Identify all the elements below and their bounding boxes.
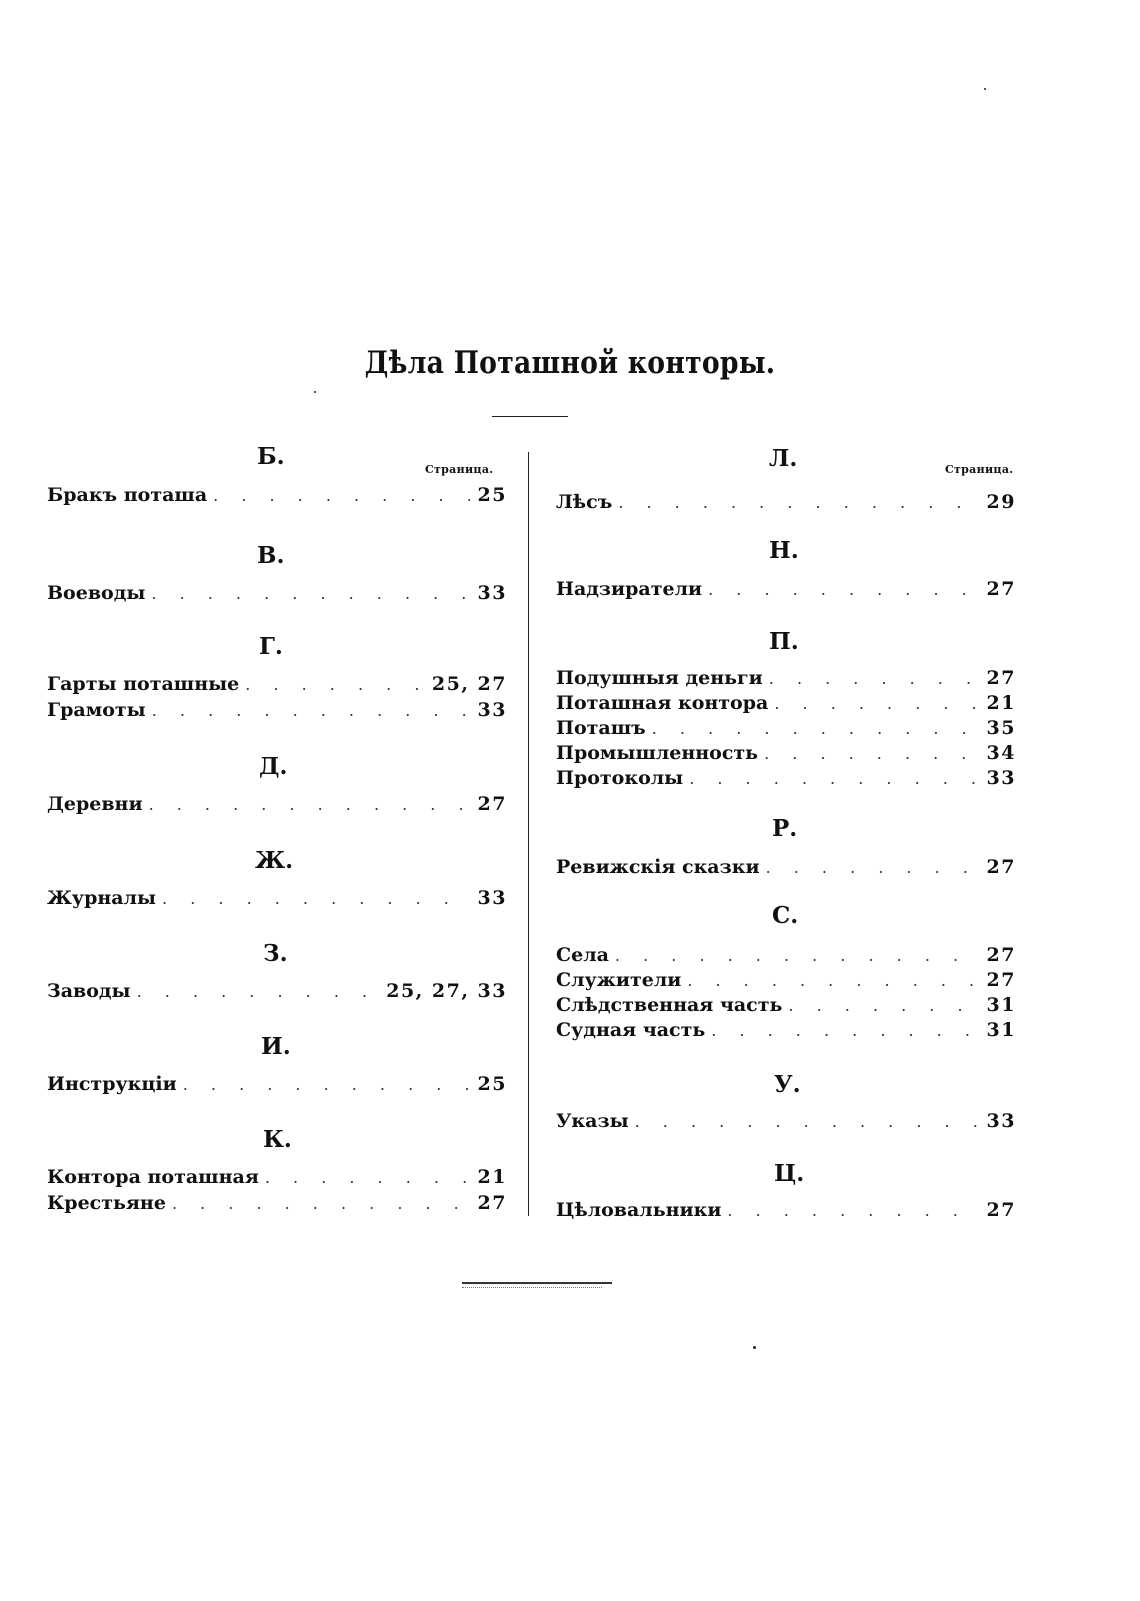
entry-pages: 27 [986,969,1016,991]
entry-name: Гарты поташные [47,673,240,695]
section-letter: Ц. [774,1160,805,1187]
leader-dots [774,694,978,713]
leader-dots [687,971,978,990]
entry-name: Деревни [47,793,143,815]
section-letter: Г. [259,633,283,660]
entry-name: Заводы [47,980,131,1002]
index-entry [556,767,1016,793]
entry-name: Ревижскія сказки [556,856,760,878]
index-entry [47,980,507,1006]
leader-dots [618,493,978,512]
end-rule [462,1282,612,1284]
index-entry [47,1166,507,1192]
entry-pages: 25, 27 [431,673,507,695]
leader-dots [245,675,424,694]
entry-pages: 25, 27, 33 [386,980,507,1002]
leader-dots [766,858,979,877]
column-divider [528,452,529,1216]
entry-pages: 31 [986,1019,1016,1041]
entry-name: Контора поташная [47,1166,259,1188]
section-letter: С. [772,902,799,929]
entry-pages: 21 [477,1166,507,1188]
entry-pages: 27 [986,1199,1016,1221]
entry-pages: 27 [986,578,1016,600]
index-entry [556,1110,1016,1136]
entry-name: Служители [556,969,682,991]
index-entry [556,692,1016,718]
entry-name: Протоколы [556,767,684,789]
index-entry [556,717,1016,743]
index-entry [556,667,1016,693]
leader-dots [265,1168,470,1187]
entry-name: Указы [556,1110,629,1132]
section-letter: П. [769,628,799,655]
index-entry [47,582,507,608]
leader-dots [711,1021,978,1040]
leader-dots [652,719,979,738]
section-letter: Р. [772,815,798,842]
print-speck [984,88,986,90]
section-letter: Н. [769,537,799,564]
section-letter: Б. [257,443,285,470]
index-entry [47,887,507,913]
index-entry [556,944,1016,970]
section-letter: Л. [769,445,798,472]
section-letter: К. [263,1126,292,1153]
section-letter: З. [263,940,288,967]
page-column-header: Страница. [945,463,1014,476]
index-entry [47,699,507,725]
print-speck [753,1346,756,1349]
leader-dots [149,795,470,814]
leader-dots [152,701,470,720]
leader-dots [769,669,979,688]
entry-name: Слѣдственная часть [556,994,783,1016]
entry-name: Поташная контора [556,692,769,714]
entry-pages: 29 [986,491,1016,513]
leader-dots [615,946,979,965]
section-letter: Ж. [255,847,294,874]
entry-pages: 27 [477,1192,507,1214]
entry-pages: 33 [477,699,507,721]
entry-pages: 31 [986,994,1016,1016]
page-title: Дѣла Поташной конторы. [364,345,776,381]
entry-name: Крестьяне [47,1192,166,1214]
entry-pages: 35 [986,717,1016,739]
index-entry [556,856,1016,882]
entry-pages: 27 [986,856,1016,878]
leader-dots [183,1075,470,1094]
index-entry [47,793,507,819]
section-letter: Д. [259,753,288,780]
entry-name: Журналы [47,887,157,909]
entry-pages: 33 [477,887,507,909]
section-letter: У. [774,1071,801,1098]
leader-dots [137,982,379,1001]
entry-pages: 25 [477,1073,507,1095]
print-speck [314,391,316,393]
index-entry [47,484,507,510]
index-entry [556,491,1016,517]
end-rule-shadow [462,1287,602,1288]
entry-name: Села [556,944,609,966]
page-column-header: Страница. [425,463,494,476]
entry-name: Лѣсъ [556,491,613,513]
right-column [556,0,1016,1601]
section-letter: В. [257,542,285,569]
leader-dots [172,1194,470,1213]
entry-name: Промышленность [556,742,759,764]
entry-pages: 25 [477,484,507,506]
leader-dots [708,580,978,599]
entry-name: Цѣловальники [556,1199,722,1221]
index-entry [47,673,507,699]
leader-dots [151,584,469,603]
leader-dots [162,889,470,908]
entry-name: Подушныя деньги [556,667,763,689]
index-entry [556,969,1016,995]
index-entry [47,1073,507,1099]
entry-pages: 27 [986,944,1016,966]
entry-pages: 33 [477,582,507,604]
entry-name: Надзиратели [556,578,703,600]
entry-pages: 27 [986,667,1016,689]
entry-name: Грамоты [47,699,146,721]
entry-pages: 34 [986,742,1016,764]
index-entry [556,1199,1016,1225]
index-entry [556,742,1016,768]
entry-name: Бракъ поташа [47,484,208,506]
entry-name: Инструкціи [47,1073,177,1095]
entry-name: Поташъ [556,717,646,739]
entry-name: Судная часть [556,1019,706,1041]
entry-pages: 33 [986,767,1016,789]
left-column [47,0,507,1601]
leader-dots [635,1112,979,1131]
leader-dots [764,744,978,763]
entry-name: Воеводы [47,582,146,604]
entry-pages: 21 [986,692,1016,714]
index-entry [556,578,1016,604]
entry-pages: 27 [477,793,507,815]
leader-dots [788,996,978,1015]
index-entry [47,1192,507,1218]
index-entry [556,1019,1016,1045]
index-entry [556,994,1016,1020]
section-letter: И. [261,1033,291,1060]
leader-dots [727,1201,978,1220]
leader-dots [689,769,978,788]
entry-pages: 33 [986,1110,1016,1132]
leader-dots [213,486,469,505]
